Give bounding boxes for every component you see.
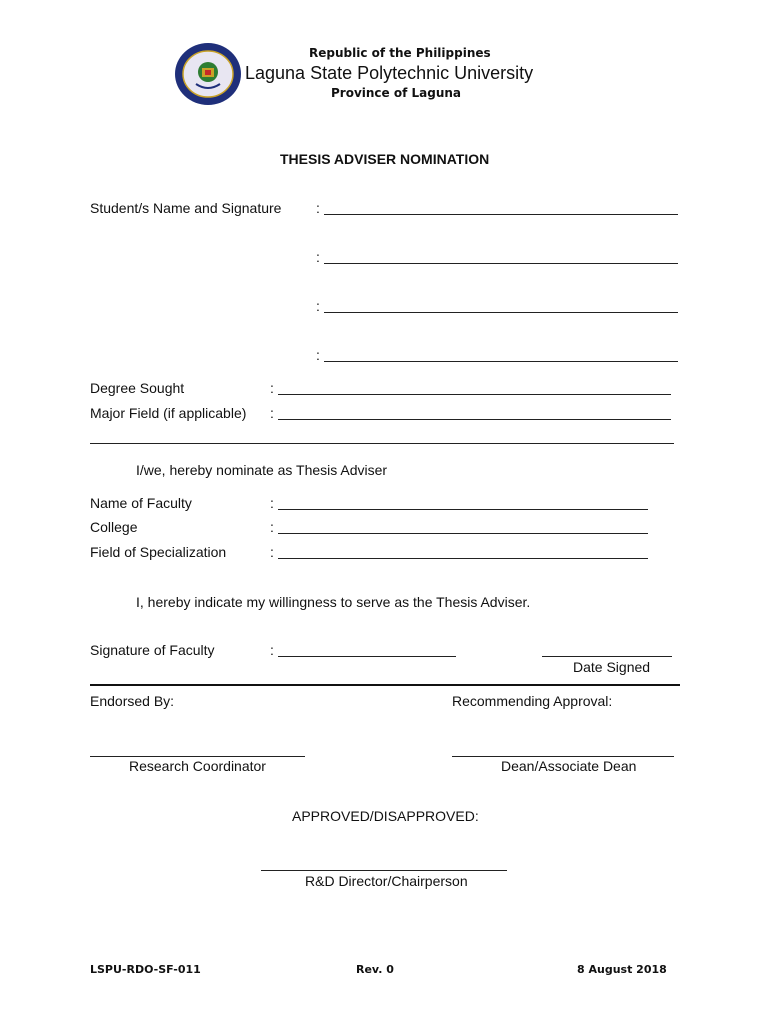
student-name-line-3[interactable]: [324, 312, 678, 313]
colon: :: [270, 519, 274, 535]
student-name-line-2[interactable]: [324, 263, 678, 264]
field-specialization-label: Field of Specialization: [90, 544, 227, 560]
field-specialization-line[interactable]: [278, 558, 648, 559]
header-university: Laguna State Polytechnic University: [245, 63, 534, 83]
footer-date: 8 August 2018: [577, 963, 667, 976]
colon: :: [270, 544, 274, 560]
date-signed-line[interactable]: [542, 656, 672, 657]
colon: :: [270, 380, 274, 396]
student-name-line-1[interactable]: [324, 214, 678, 215]
university-seal-icon: [174, 42, 242, 106]
rd-director-label: R&D Director/Chairperson: [305, 873, 468, 889]
footer-revision: Rev. 0: [356, 963, 394, 976]
college-line[interactable]: [278, 533, 648, 534]
colon: :: [270, 642, 274, 658]
student-name-label: Student/s Name and Signature: [90, 200, 282, 216]
approved-disapproved-label: APPROVED/DISAPPROVED:: [292, 808, 479, 824]
major-field-line[interactable]: [278, 419, 671, 420]
colon: :: [316, 347, 320, 363]
faculty-signature-line[interactable]: [278, 656, 456, 657]
degree-sought-label: Degree Sought: [90, 380, 185, 396]
header-republic: Republic of the Philippines: [309, 46, 491, 60]
header-province: Province of Laguna: [331, 86, 462, 100]
dean-signature-line[interactable]: [452, 756, 674, 757]
colon: :: [316, 249, 320, 265]
degree-sought-line[interactable]: [278, 394, 671, 395]
director-signature-line[interactable]: [261, 870, 507, 871]
major-field-label: Major Field (if applicable): [90, 405, 247, 421]
faculty-name-line[interactable]: [278, 509, 648, 510]
colon: :: [316, 298, 320, 314]
coordinator-signature-line[interactable]: [90, 756, 305, 757]
colon: :: [270, 495, 274, 511]
nomination-statement: I/we, hereby nominate as Thesis Adviser: [136, 462, 388, 478]
thick-divider: [90, 684, 680, 686]
dean-label: Dean/Associate Dean: [501, 758, 637, 774]
colon: :: [270, 405, 274, 421]
faculty-signature-label: Signature of Faculty: [90, 642, 215, 658]
recommending-approval-label: Recommending Approval:: [452, 693, 613, 709]
date-signed-label: Date Signed: [573, 659, 651, 675]
college-label: College: [90, 519, 138, 535]
endorsed-by-label: Endorsed By:: [90, 693, 175, 709]
willingness-statement: I, hereby indicate my willingness to serve as the Thesis Adviser.: [136, 594, 531, 610]
research-coordinator-label: Research Coordinator: [129, 758, 266, 774]
student-name-line-4[interactable]: [324, 361, 678, 362]
footer-form-code: LSPU-RDO-SF-011: [90, 963, 201, 976]
faculty-name-label: Name of Faculty: [90, 495, 192, 511]
form-title: THESIS ADVISER NOMINATION: [280, 151, 490, 167]
colon: :: [316, 200, 320, 216]
section-divider: [90, 443, 674, 444]
